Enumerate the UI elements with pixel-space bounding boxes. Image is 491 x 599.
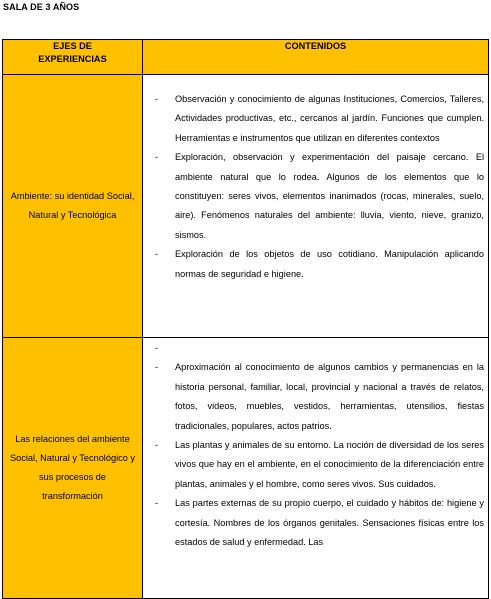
list-item-text: Exploración de los objetos de uso cotidiano. Manipulación aplicando normas de seguridad e higiene. — [175, 249, 484, 279]
contents-cell — [143, 338, 489, 599]
curriculum-table — [2, 39, 489, 599]
list-item — [155, 339, 484, 358]
bullet-dash: - — [155, 94, 159, 104]
bullet-dash: - — [155, 249, 159, 260]
list-item-text: Observación y conocimiento de algunas Instituciones, Comercios, Talleres, Actividades productivas, etc., cercanos al jardín. Funciones que cumplen. Herramientas e instrumentos que utilizan en diferentes contextos — [175, 94, 484, 143]
list-item — [155, 90, 484, 148]
bullet-dash: - — [155, 498, 159, 509]
table-header-row — [3, 40, 489, 75]
header-axis-label: EJES DE EXPERIENCIAS — [38, 41, 107, 64]
bullet-dash: - — [155, 440, 159, 451]
contents-list — [155, 339, 484, 552]
list-item-text: Aproximación al conocimiento de algunos cambios y permanencias en la historia personal, familiar, local, provincial y nacional a través de relatos, fotos, videos, muebles, vestidos, herramientas, utensilios, fiestas tradicionales, populares, actos patrios. — [175, 362, 484, 431]
list-item — [155, 245, 484, 284]
list-item — [155, 148, 484, 245]
header-axis — [3, 40, 143, 75]
bullet-dash: - — [155, 343, 159, 353]
list-item-text: Las partes externas de su propio cuerpo, el cuidado y hábitos de: higiene y cortesía. Nombres de los órganos genitales. Sensaciones físicas entre los estados de salud y enfermedad. Las — [175, 498, 484, 548]
axis-cell: Las relaciones del ambiente Social, Natural y Tecnológico y sus procesos de transformación — [3, 338, 143, 599]
header-contents: CONTENIDOS — [143, 40, 489, 75]
table-row — [3, 338, 489, 599]
axis-cell: Ambiente: su identidad Social, Natural y Tecnológica — [3, 75, 143, 338]
list-item — [155, 494, 484, 552]
contents-list — [155, 90, 484, 284]
list-item — [155, 436, 484, 494]
table-row — [3, 75, 489, 338]
list-item-text: Las plantas y animales de su entorno. La noción de diversidad de los seres vivos que hay en el ambiente, en el conocimiento de la diferenciación entre plantas, animales y el hombre, como seres vivos. Sus cuidados. — [175, 440, 484, 489]
list-item — [155, 358, 484, 436]
contents-cell — [143, 75, 489, 338]
bullet-dash: - — [155, 152, 159, 163]
page-title: SALA DE 3 AÑOS — [3, 2, 80, 12]
bullet-dash: - — [155, 362, 159, 373]
list-item-text: Exploración, observación y experimentación del paisaje cercano. El ambiente natural que lo rodea. Algunos de los elementos que lo constituyen: seres vivos, elementos inanimados (rocas, minerales, suelo, aire). Fenómenos naturales del ambiente: lluvia, viento, nieve, granizo, sismos. — [175, 152, 484, 240]
